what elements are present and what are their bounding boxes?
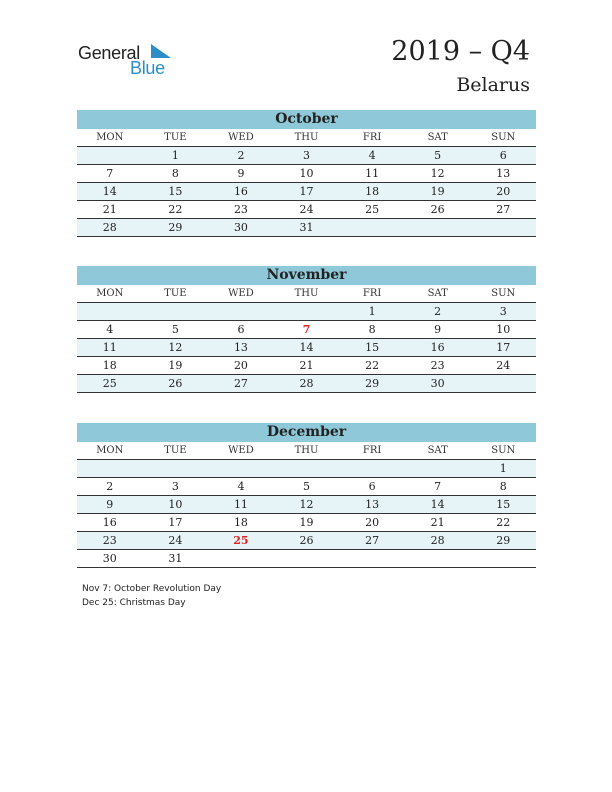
day-cell: 20	[233, 359, 248, 372]
empty-day-cell	[208, 550, 274, 567]
week-row	[77, 550, 536, 568]
day-cell: 4	[106, 323, 114, 336]
week-row	[77, 201, 536, 219]
country-name: Belarus	[456, 74, 530, 96]
day-cell: 3	[499, 305, 507, 318]
day-cell: 18	[365, 185, 380, 198]
week-row	[77, 165, 536, 183]
holiday-note: Dec 25: Christmas Day	[82, 598, 186, 608]
week-row	[77, 514, 536, 532]
day-cell: 4	[368, 149, 376, 162]
week-row	[77, 339, 536, 357]
month-header: December	[77, 423, 536, 442]
empty-day-cell	[405, 550, 471, 567]
weekday-label: WED	[228, 288, 254, 299]
week-rows	[77, 460, 536, 568]
week-row	[77, 147, 536, 165]
weekday-label: SAT	[427, 445, 448, 456]
day-cell: 19	[299, 516, 314, 529]
day-cell: 10	[496, 323, 511, 336]
empty-day-cell	[208, 303, 274, 320]
day-cell: 15	[168, 185, 183, 198]
weekday-label: WED	[228, 132, 254, 143]
day-cell: 27	[365, 534, 380, 547]
day-cell: 25	[102, 377, 117, 390]
weekday-label: THU	[294, 132, 319, 143]
week-row	[77, 460, 536, 478]
day-cell: 11	[233, 498, 248, 511]
day-cell: 22	[365, 359, 380, 372]
day-cell: 9	[106, 498, 114, 511]
month-december	[77, 423, 536, 568]
month-header: October	[77, 110, 536, 129]
day-cell: 8	[171, 167, 179, 180]
day-cell: 13	[496, 167, 511, 180]
weekday-label: TUE	[164, 132, 187, 143]
weekday-label: THU	[294, 445, 319, 456]
empty-day-cell	[470, 550, 536, 567]
empty-day-cell	[208, 460, 274, 477]
day-cell: 11	[102, 341, 117, 354]
day-cell: 5	[303, 480, 311, 493]
month-october	[77, 110, 536, 237]
day-cell: 17	[299, 185, 314, 198]
day-cell: 30	[430, 377, 445, 390]
week-rows	[77, 303, 536, 393]
day-cell: 28	[430, 534, 445, 547]
weekday-header-row	[77, 129, 536, 147]
logo	[78, 40, 198, 80]
day-cell: 6	[237, 323, 245, 336]
day-cell: 3	[303, 149, 311, 162]
day-cell: 21	[430, 516, 445, 529]
week-row	[77, 496, 536, 514]
weekday-label: SAT	[427, 132, 448, 143]
holiday-notes	[82, 582, 221, 610]
day-cell: 6	[499, 149, 507, 162]
day-cell: 24	[496, 359, 511, 372]
week-rows	[77, 147, 536, 237]
weekday-label: MON	[96, 132, 124, 143]
empty-day-cell	[274, 303, 340, 320]
day-cell: 23	[102, 534, 117, 547]
day-cell: 22	[496, 516, 511, 529]
day-cell: 29	[496, 534, 511, 547]
empty-day-cell	[339, 550, 405, 567]
day-cell: 21	[102, 203, 117, 216]
day-cell: 1	[499, 462, 507, 475]
empty-day-cell	[274, 550, 340, 567]
empty-day-cell	[274, 460, 340, 477]
day-cell: 27	[496, 203, 511, 216]
day-cell: 30	[233, 221, 248, 234]
empty-day-cell	[143, 460, 209, 477]
week-row	[77, 357, 536, 375]
day-cell: 19	[430, 185, 445, 198]
weekday-label: WED	[228, 445, 254, 456]
day-cell: 9	[434, 323, 442, 336]
day-cell: 8	[368, 323, 376, 336]
weekday-header-row	[77, 285, 536, 303]
day-cell: 16	[102, 516, 117, 529]
weekday-label: FRI	[362, 288, 382, 299]
weekday-label: FRI	[362, 132, 382, 143]
day-cell: 22	[168, 203, 183, 216]
day-cell: 16	[430, 341, 445, 354]
day-cell: 29	[168, 221, 183, 234]
empty-day-cell	[470, 219, 536, 236]
day-cell: 26	[299, 534, 314, 547]
holiday-note: Nov 7: October Revolution Day	[82, 584, 222, 594]
weekday-label: SUN	[491, 445, 516, 456]
day-cell: 19	[168, 359, 183, 372]
day-cell: 28	[102, 221, 117, 234]
empty-day-cell	[143, 303, 209, 320]
day-cell: 31	[168, 552, 183, 565]
empty-day-cell	[77, 303, 143, 320]
weekday-label: TUE	[164, 288, 187, 299]
empty-day-cell	[77, 147, 143, 164]
day-cell: 17	[168, 516, 183, 529]
logo-blue: Blue	[130, 58, 165, 78]
day-cell: 24	[299, 203, 314, 216]
empty-day-cell	[339, 460, 405, 477]
day-cell: 16	[233, 185, 248, 198]
empty-day-cell	[405, 219, 471, 236]
week-row	[77, 478, 536, 496]
day-cell: 25	[365, 203, 380, 216]
weekday-label: MON	[96, 445, 124, 456]
day-cell: 15	[365, 341, 380, 354]
weekday-label: SUN	[491, 288, 516, 299]
day-cell: 14	[430, 498, 445, 511]
day-cell: 12	[299, 498, 314, 511]
day-cell: 7	[302, 323, 311, 336]
day-cell: 10	[168, 498, 183, 511]
page-title: 2019 – Q4	[391, 36, 530, 67]
day-cell: 14	[102, 185, 117, 198]
day-cell: 23	[233, 203, 248, 216]
day-cell: 4	[237, 480, 245, 493]
week-row	[77, 183, 536, 201]
month-header: November	[77, 266, 536, 285]
weekday-label: SAT	[427, 288, 448, 299]
day-cell: 26	[168, 377, 183, 390]
day-cell: 12	[168, 341, 183, 354]
weekday-label: FRI	[362, 445, 382, 456]
day-cell: 1	[368, 305, 376, 318]
day-cell: 27	[233, 377, 248, 390]
day-cell: 8	[499, 480, 507, 493]
day-cell: 3	[171, 480, 179, 493]
day-cell: 10	[299, 167, 314, 180]
day-cell: 20	[365, 516, 380, 529]
day-cell: 5	[171, 323, 179, 336]
day-cell: 21	[299, 359, 314, 372]
day-cell: 1	[171, 149, 179, 162]
week-row	[77, 375, 536, 393]
day-cell: 30	[102, 552, 117, 565]
day-cell: 18	[233, 516, 248, 529]
day-cell: 7	[106, 167, 114, 180]
day-cell: 2	[434, 305, 442, 318]
month-november	[77, 266, 536, 393]
day-cell: 5	[434, 149, 442, 162]
empty-day-cell	[77, 460, 143, 477]
weekday-label: SUN	[491, 132, 516, 143]
day-cell: 13	[365, 498, 380, 511]
day-cell: 23	[430, 359, 445, 372]
logo-general: General	[78, 43, 140, 63]
day-cell: 14	[299, 341, 314, 354]
day-cell: 28	[299, 377, 314, 390]
week-row	[77, 532, 536, 550]
weekday-header-row	[77, 442, 536, 460]
day-cell: 9	[237, 167, 245, 180]
day-cell: 15	[496, 498, 511, 511]
empty-day-cell	[470, 375, 536, 392]
day-cell: 25	[233, 534, 249, 547]
day-cell: 2	[237, 149, 245, 162]
day-cell: 31	[299, 221, 314, 234]
day-cell: 12	[430, 167, 445, 180]
weekday-label: TUE	[164, 445, 187, 456]
day-cell: 2	[106, 480, 114, 493]
weekday-label: MON	[96, 288, 124, 299]
day-cell: 11	[365, 167, 380, 180]
day-cell: 17	[496, 341, 511, 354]
day-cell: 26	[430, 203, 445, 216]
day-cell: 13	[233, 341, 248, 354]
day-cell: 7	[434, 480, 442, 493]
day-cell: 18	[102, 359, 117, 372]
weekday-label: THU	[294, 288, 319, 299]
week-row	[77, 321, 536, 339]
week-row	[77, 303, 536, 321]
week-row	[77, 219, 536, 237]
day-cell: 20	[496, 185, 511, 198]
day-cell: 24	[168, 534, 183, 547]
day-cell: 6	[368, 480, 376, 493]
empty-day-cell	[405, 460, 471, 477]
day-cell: 29	[365, 377, 380, 390]
empty-day-cell	[339, 219, 405, 236]
